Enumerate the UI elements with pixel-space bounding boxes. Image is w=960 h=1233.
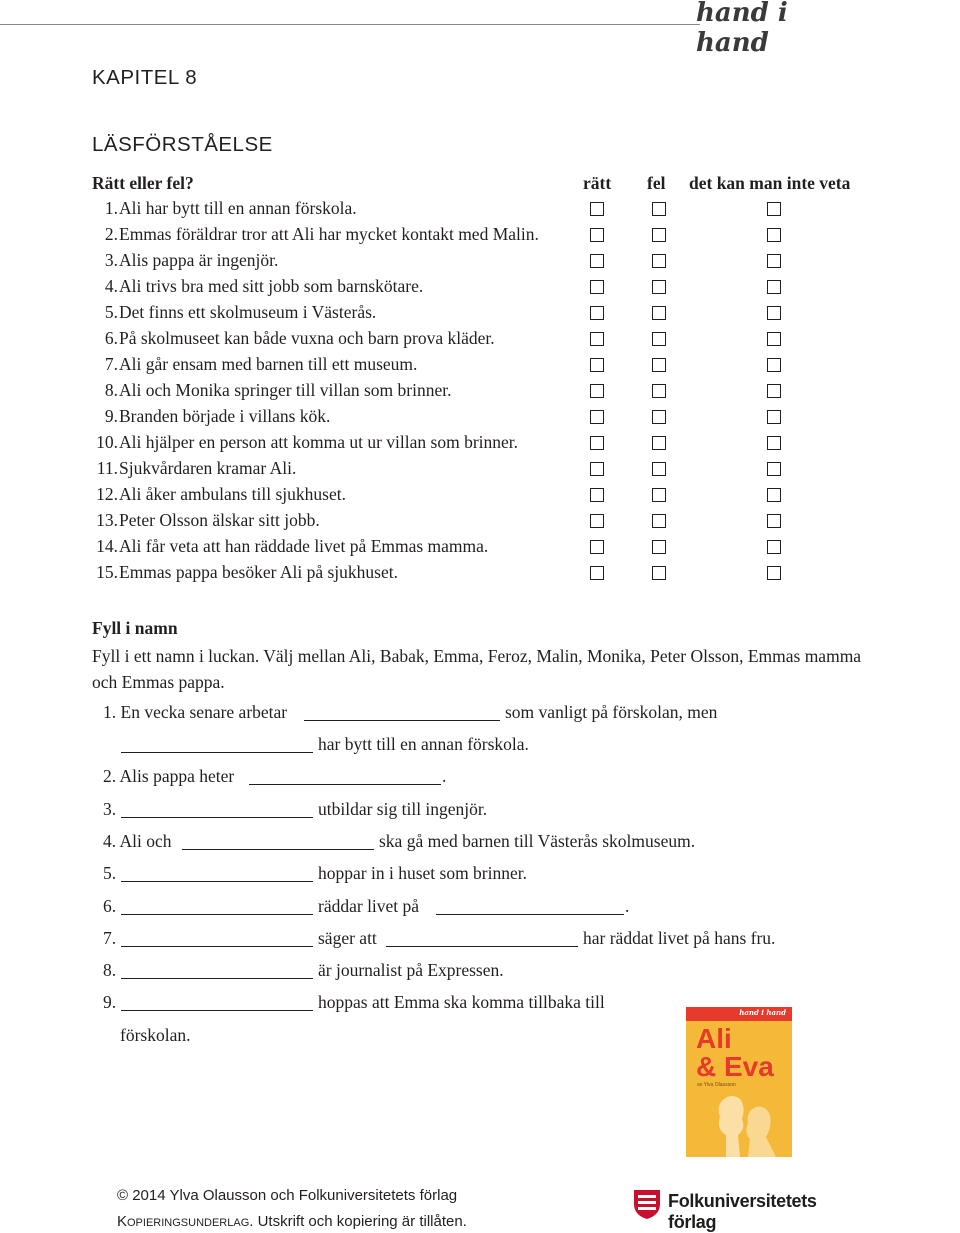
sentence-text: förskolan. xyxy=(120,1025,191,1045)
checkbox-fel[interactable] xyxy=(652,254,666,268)
checkbox-vet-ej[interactable] xyxy=(767,202,781,216)
answer-blank[interactable] xyxy=(121,914,313,915)
answer-blank[interactable] xyxy=(182,849,374,850)
checkbox-ratt[interactable] xyxy=(590,488,604,502)
fill-instructions: Fyll i ett namn i luckan. Välj mellan Ali, Babak, Emma, Feroz, Malin, Monika, Peter Olsson, Emmas mamma och Emmas pappa. xyxy=(92,646,862,692)
checkbox-ratt[interactable] xyxy=(590,280,604,294)
question-number: 6. xyxy=(104,328,118,348)
question-text: På skolmuseet kan både vuxna och barn prova kläder. xyxy=(119,328,495,348)
question-text: Sjukvårdaren kramar Ali. xyxy=(119,458,297,478)
question-text: Ali och Monika springer till villan som brinner. xyxy=(119,380,452,400)
checkbox-fel[interactable] xyxy=(652,358,666,372)
question-row xyxy=(0,484,960,510)
question-text: Emmas föräldrar tror att Ali har mycket kontakt med Malin. xyxy=(119,224,539,244)
copy-text: Utskrift och kopiering är tillåten. xyxy=(253,1213,467,1230)
header-rule xyxy=(0,24,700,25)
answer-blank[interactable] xyxy=(436,914,624,915)
book-author: av Ylva Olausson xyxy=(697,1082,736,1088)
copyright-line: © 2014 Ylva Olausson och Folkuniversitetets förlag xyxy=(117,1187,458,1204)
book-title-line-1: Ali xyxy=(696,1023,732,1054)
checkbox-ratt[interactable] xyxy=(590,384,604,398)
question-text: Ali går ensam med barnen till ett museum. xyxy=(119,354,418,374)
sentence-number: 5. xyxy=(103,863,117,883)
checkbox-fel[interactable] xyxy=(652,202,666,216)
column-header-fel: fel xyxy=(647,173,666,193)
question-text: Ali har bytt till en annan förskola. xyxy=(119,198,357,218)
checkbox-fel[interactable] xyxy=(652,228,666,242)
question-text: Ali åker ambulans till sjukhuset. xyxy=(119,484,346,504)
question-text: Ali trivs bra med sitt jobb som barnskötare. xyxy=(119,276,424,296)
sentence-text: . xyxy=(442,766,447,786)
checkbox-vet-ej[interactable] xyxy=(767,228,781,242)
question-row xyxy=(0,224,960,250)
checkbox-fel[interactable] xyxy=(652,332,666,346)
checkbox-vet-ej[interactable] xyxy=(767,488,781,502)
question-row xyxy=(0,198,960,224)
sentence-text: ska gå med barnen till Västerås skolmuseum. xyxy=(379,831,696,851)
checkbox-ratt[interactable] xyxy=(590,410,604,424)
checkbox-fel[interactable] xyxy=(652,514,666,528)
sentence-text: 1. En vecka senare arbetar xyxy=(103,702,288,722)
checkbox-vet-ej[interactable] xyxy=(767,254,781,268)
checkbox-fel[interactable] xyxy=(652,462,666,476)
shield-icon xyxy=(632,1188,662,1220)
checkbox-ratt[interactable] xyxy=(590,436,604,450)
sentence-number: 7. xyxy=(103,928,117,948)
question-row xyxy=(0,250,960,276)
sentence-text: utbildar sig till ingenjör. xyxy=(318,799,488,819)
checkbox-vet-ej[interactable] xyxy=(767,280,781,294)
question-number: 14. xyxy=(96,536,118,556)
question-row xyxy=(0,302,960,328)
sentence-number: 9. xyxy=(103,992,117,1012)
question-number: 3. xyxy=(104,250,118,270)
checkbox-fel[interactable] xyxy=(652,540,666,554)
checkbox-ratt[interactable] xyxy=(590,254,604,268)
question-row xyxy=(0,432,960,458)
truefalse-heading: Rätt eller fel? xyxy=(92,173,194,193)
question-text: Ali får veta att han räddade livet på Emmas mamma. xyxy=(119,536,489,556)
question-text: Emmas pappa besöker Ali på sjukhuset. xyxy=(119,562,398,582)
question-row xyxy=(0,510,960,536)
checkbox-vet-ej[interactable] xyxy=(767,384,781,398)
publisher-logo xyxy=(632,1186,852,1232)
sentence-text: har räddat livet på hans fru. xyxy=(583,928,776,948)
question-row xyxy=(0,536,960,562)
checkbox-vet-ej[interactable] xyxy=(767,436,781,450)
answer-blank[interactable] xyxy=(121,946,313,947)
book-title-line-2: & Eva xyxy=(696,1051,774,1082)
answer-blank[interactable] xyxy=(121,752,313,753)
question-number: 7. xyxy=(104,354,118,374)
answer-blank[interactable] xyxy=(249,784,441,785)
checkbox-vet-ej[interactable] xyxy=(767,462,781,476)
answer-blank[interactable] xyxy=(121,1010,313,1011)
question-row xyxy=(0,328,960,354)
checkbox-fel[interactable] xyxy=(652,280,666,294)
checkbox-fel[interactable] xyxy=(652,410,666,424)
answer-blank[interactable] xyxy=(121,978,313,979)
sentence-number: 6. xyxy=(103,896,117,916)
checkbox-ratt[interactable] xyxy=(590,514,604,528)
question-row xyxy=(0,458,960,484)
checkbox-fel[interactable] xyxy=(652,488,666,502)
question-number: 9. xyxy=(104,406,118,426)
copy-permission-line xyxy=(117,1213,467,1230)
sentence-number: 3. xyxy=(103,799,117,819)
checkbox-fel[interactable] xyxy=(652,566,666,580)
question-number: 4. xyxy=(104,276,118,296)
question-row xyxy=(0,276,960,302)
sentence-text: som vanligt på förskolan, men xyxy=(505,702,718,722)
sentence-text: hoppar in i huset som brinner. xyxy=(318,863,528,883)
checkbox-ratt[interactable] xyxy=(590,202,604,216)
question-number: 11. xyxy=(96,458,118,478)
question-text: Det finns ett skolmuseum i Västerås. xyxy=(119,302,377,322)
checkbox-vet-ej[interactable] xyxy=(767,566,781,580)
brand-logo: hand i hand xyxy=(696,0,788,58)
checkbox-vet-ej[interactable] xyxy=(767,358,781,372)
checkbox-vet-ej[interactable] xyxy=(767,332,781,346)
checkbox-ratt[interactable] xyxy=(590,332,604,346)
sentence-text: 2. Alis pappa heter xyxy=(103,766,235,786)
sentence-text: är journalist på Expressen. xyxy=(318,960,504,980)
checkbox-ratt[interactable] xyxy=(590,228,604,242)
section-title: LÄSFÖRSTÅELSE xyxy=(92,133,273,156)
sentence-text: . xyxy=(625,896,630,916)
sentence-text: har bytt till en annan förskola. xyxy=(318,734,529,754)
checkbox-ratt[interactable] xyxy=(590,566,604,580)
book-brand: hand i hand xyxy=(739,1008,786,1017)
question-text: Ali hjälper en person att komma ut ur villan som brinner. xyxy=(119,432,519,452)
fill-heading: Fyll i namn xyxy=(92,618,178,638)
sentence-text: säger att xyxy=(318,928,377,948)
question-number: 10. xyxy=(96,432,118,452)
checkbox-ratt[interactable] xyxy=(590,306,604,320)
checkbox-ratt[interactable] xyxy=(590,462,604,476)
silhouette-illustration xyxy=(686,1007,792,1157)
answer-blank[interactable] xyxy=(304,720,500,721)
sentence-number: 8. xyxy=(103,960,117,980)
question-number: 5. xyxy=(104,302,118,322)
checkbox-vet-ej[interactable] xyxy=(767,540,781,554)
sentence-text: 4. Ali och xyxy=(103,831,172,851)
sentence-text: räddar livet på xyxy=(318,896,420,916)
question-number: 12. xyxy=(96,484,118,504)
question-text: Alis pappa är ingenjör. xyxy=(119,250,279,270)
question-text: Branden började i villans kök. xyxy=(119,406,331,426)
checkbox-vet-ej[interactable] xyxy=(767,306,781,320)
question-row xyxy=(0,406,960,432)
checkbox-fel[interactable] xyxy=(652,306,666,320)
answer-blank[interactable] xyxy=(121,881,313,882)
question-text: Peter Olsson älskar sitt jobb. xyxy=(119,510,320,530)
checkbox-vet-ej[interactable] xyxy=(767,514,781,528)
checkbox-ratt[interactable] xyxy=(590,540,604,554)
checkbox-fel[interactable] xyxy=(652,384,666,398)
answer-blank[interactable] xyxy=(386,946,578,947)
answer-blank[interactable] xyxy=(121,817,313,818)
question-number: 2. xyxy=(104,224,118,244)
book-cover-image xyxy=(686,1007,792,1157)
question-number: 1. xyxy=(104,198,118,218)
column-header-ratt: rätt xyxy=(583,173,612,193)
checkbox-vet-ej[interactable] xyxy=(767,410,781,424)
publisher-name: Folkuniversitetets förlag xyxy=(668,1191,817,1232)
question-number: 13. xyxy=(96,510,118,530)
question-number: 8. xyxy=(104,380,118,400)
chapter-title: KAPITEL 8 xyxy=(92,66,198,89)
checkbox-fel[interactable] xyxy=(652,436,666,450)
sentence-text: hoppas att Emma ska komma tillbaka till xyxy=(318,992,605,1012)
question-row xyxy=(0,380,960,406)
question-number: 15. xyxy=(96,562,118,582)
question-row xyxy=(0,354,960,380)
question-row xyxy=(0,562,960,588)
copy-label: Kopieringsunderlag. xyxy=(117,1213,254,1230)
checkbox-ratt[interactable] xyxy=(590,358,604,372)
column-header-vet-ej: det kan man inte veta xyxy=(689,173,851,193)
